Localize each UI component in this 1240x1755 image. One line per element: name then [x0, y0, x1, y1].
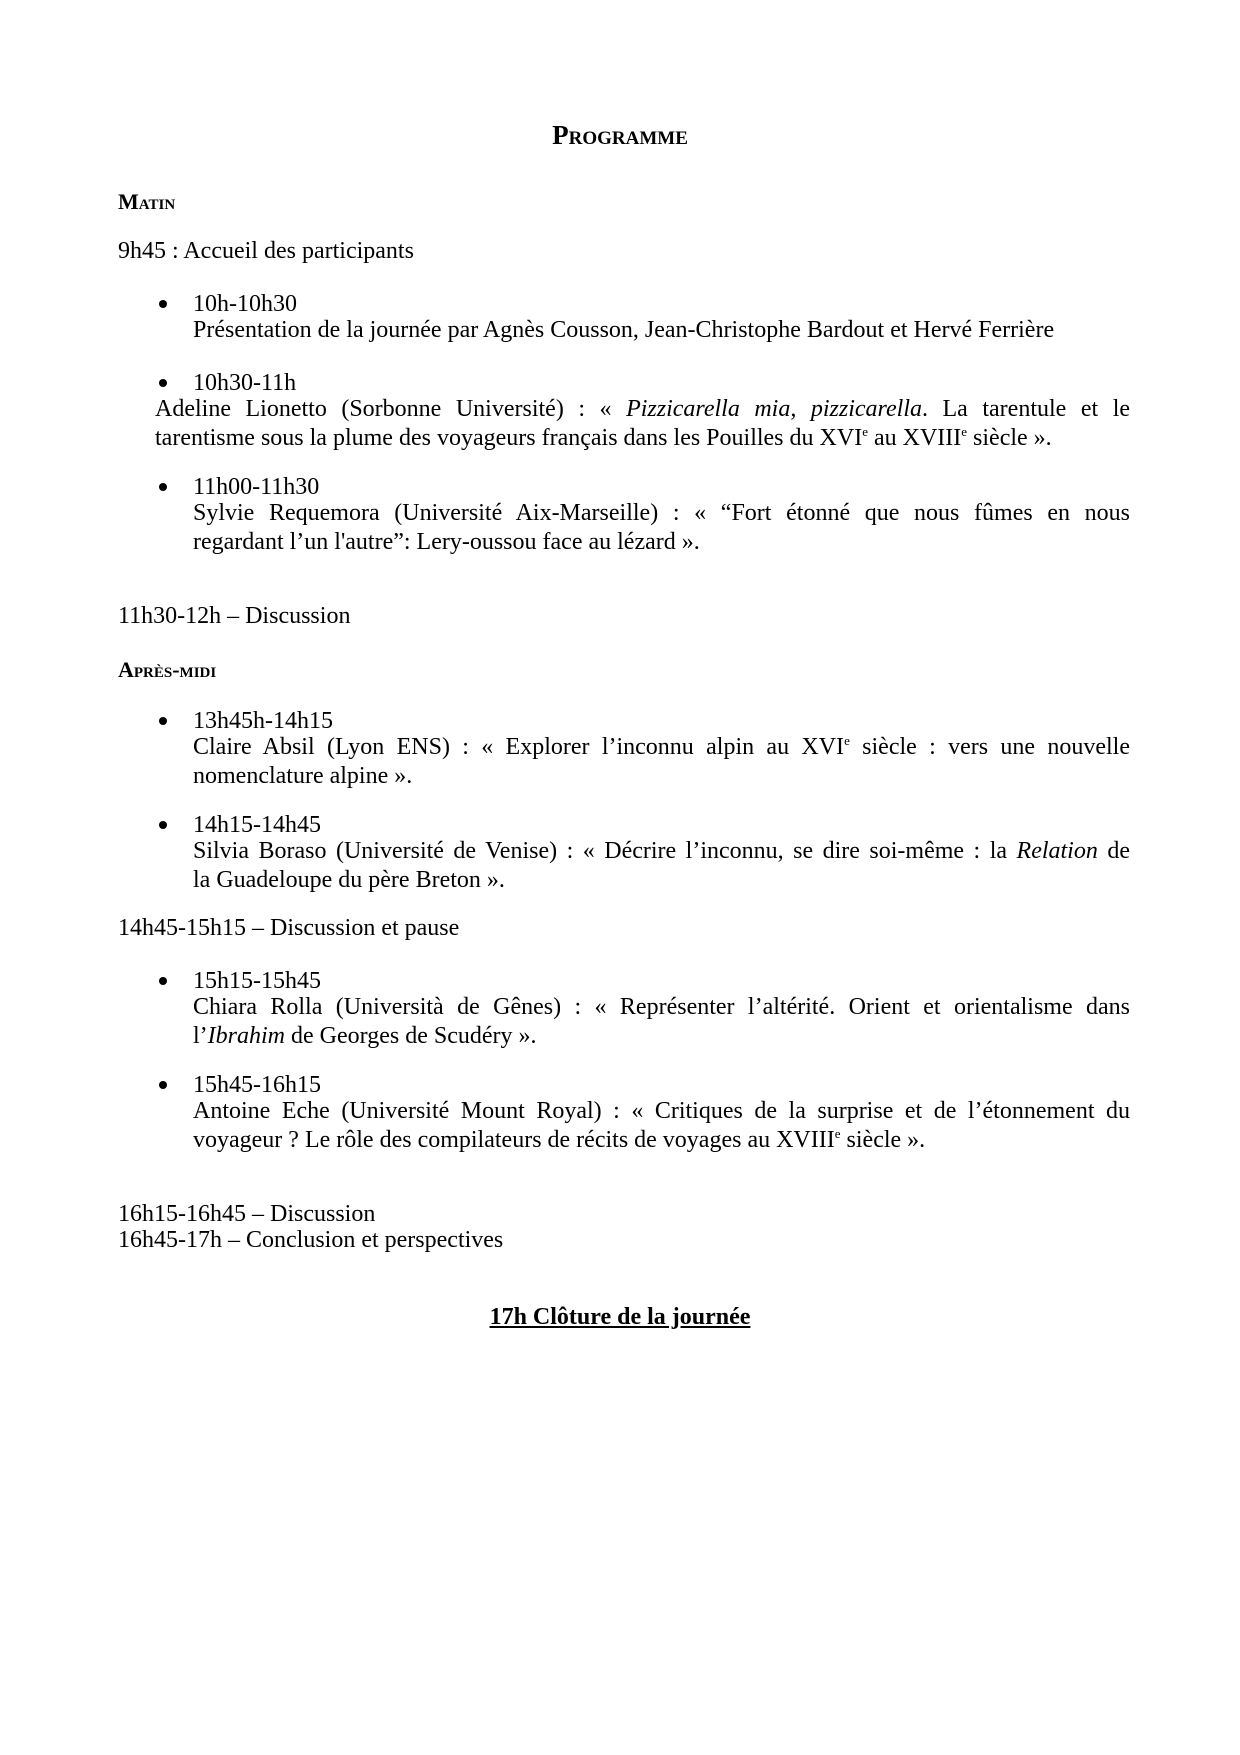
session-time: 11h00-11h30: [193, 474, 320, 500]
description-line: [193, 1022, 1130, 1051]
description-line: [193, 1126, 1130, 1155]
text-run: au XVIII: [867, 425, 962, 451]
session-description: [155, 395, 1130, 453]
italic-title-text: Pizzicarella mia, pizzicarella: [626, 396, 922, 422]
text-run: siècle ».: [967, 425, 1052, 451]
text-run: la Guadeloupe du père Breton ».: [193, 867, 505, 893]
text-run: l’: [193, 1023, 208, 1049]
description-line: [193, 316, 1130, 345]
superscript-text: e: [961, 424, 968, 439]
break-line: 14h45-15h15 – Discussion et pause: [118, 915, 460, 941]
description-line: [193, 528, 1130, 557]
text-run: Claire Absil (Lyon ENS) : « Explorer l’inconnu alpin au XVI: [193, 734, 845, 760]
description-line: [193, 837, 1130, 866]
welcome-line: 9h45 : Accueil des participants: [118, 238, 414, 264]
section-heading-afternoon: Après-midi: [118, 657, 217, 682]
superscript-text: e: [844, 733, 850, 748]
session-description: [193, 1097, 1130, 1155]
text-run: Présentation de la journée par Agnès Cousson, Jean-Christophe Bardout et Hervé Ferrière: [193, 317, 1055, 343]
session-time: 15h45-16h15: [193, 1072, 321, 1098]
description-line: [193, 499, 1130, 528]
text-run: Antoine Eche (Université Mount Royal) : « Critiques de la surprise et de l’étonnement du: [193, 1098, 1130, 1124]
bullet-icon: [159, 300, 167, 308]
text-run: . La tarentule et le: [922, 396, 1131, 422]
bullet-icon: [159, 977, 167, 985]
session-description: [193, 316, 1130, 345]
session-description: [193, 993, 1130, 1051]
bullet-icon: [159, 821, 167, 829]
session-time: 13h45h-14h15: [193, 708, 333, 734]
section-heading-morning: Matin: [118, 189, 176, 214]
text-run: Silvia Boraso (Université de Venise) : « Décrire l’inconnu, se dire soi-même : la: [193, 838, 1017, 864]
break-line: 11h30-12h – Discussion: [118, 603, 351, 629]
page-title: Programme: [552, 120, 688, 150]
description-line: [193, 733, 1130, 762]
bullet-icon: [159, 717, 167, 725]
text-run: de: [1097, 838, 1131, 864]
session-description: [193, 733, 1130, 791]
text-run: Adeline Lionetto (Sorbonne Université) : «: [155, 396, 627, 422]
session-time: 10h30-11h: [193, 370, 297, 396]
session-description: [193, 837, 1130, 895]
description-line: [193, 993, 1130, 1022]
session-description: [193, 499, 1130, 557]
text-run: nomenclature alpine ».: [193, 763, 413, 789]
session-time: 10h-10h30: [193, 291, 297, 317]
bullet-icon: [159, 379, 167, 387]
superscript-text: e: [834, 1126, 841, 1141]
text-run: de Georges de Scudéry ».: [285, 1023, 537, 1049]
text-run: voyageur ? Le rôle des compilateurs de récits de voyages au XVIII: [193, 1127, 835, 1153]
bullet-icon: [159, 1081, 167, 1089]
italic-title-text: Ibrahim: [207, 1023, 286, 1049]
bullet-icon: [159, 483, 167, 491]
break-line: 16h45-17h – Conclusion et perspectives: [118, 1227, 504, 1253]
description-line: [193, 1097, 1130, 1126]
text-run: regardant l’un l'autre”: Lery-oussou face au lézard ».: [193, 529, 700, 555]
text-run: siècle ».: [840, 1127, 926, 1153]
description-line: [193, 762, 1130, 791]
text-run: tarentisme sous la plume des voyageurs français dans les Pouilles du XVI: [155, 425, 863, 451]
description-line: [155, 424, 1130, 453]
description-line: [193, 866, 1130, 895]
break-line: 16h15-16h45 – Discussion: [118, 1201, 376, 1227]
text-run: Chiara Rolla (Università de Gênes) : « Représenter l’altérité. Orient et orientalisme dans: [193, 994, 1130, 1020]
session-time: 15h15-15h45: [193, 968, 321, 994]
text-run: Sylvie Requemora (Université Aix-Marseille) : « “Fort étonné que nous fûmes en nous: [193, 500, 1130, 526]
description-line: [155, 395, 1130, 424]
text-run: siècle : vers une nouvelle: [849, 734, 1131, 760]
italic-title-text: Relation: [1016, 838, 1098, 864]
session-time: 14h15-14h45: [193, 812, 321, 838]
closing-line: 17h Clôture de la journée: [489, 1304, 751, 1330]
superscript-text: e: [862, 424, 868, 439]
